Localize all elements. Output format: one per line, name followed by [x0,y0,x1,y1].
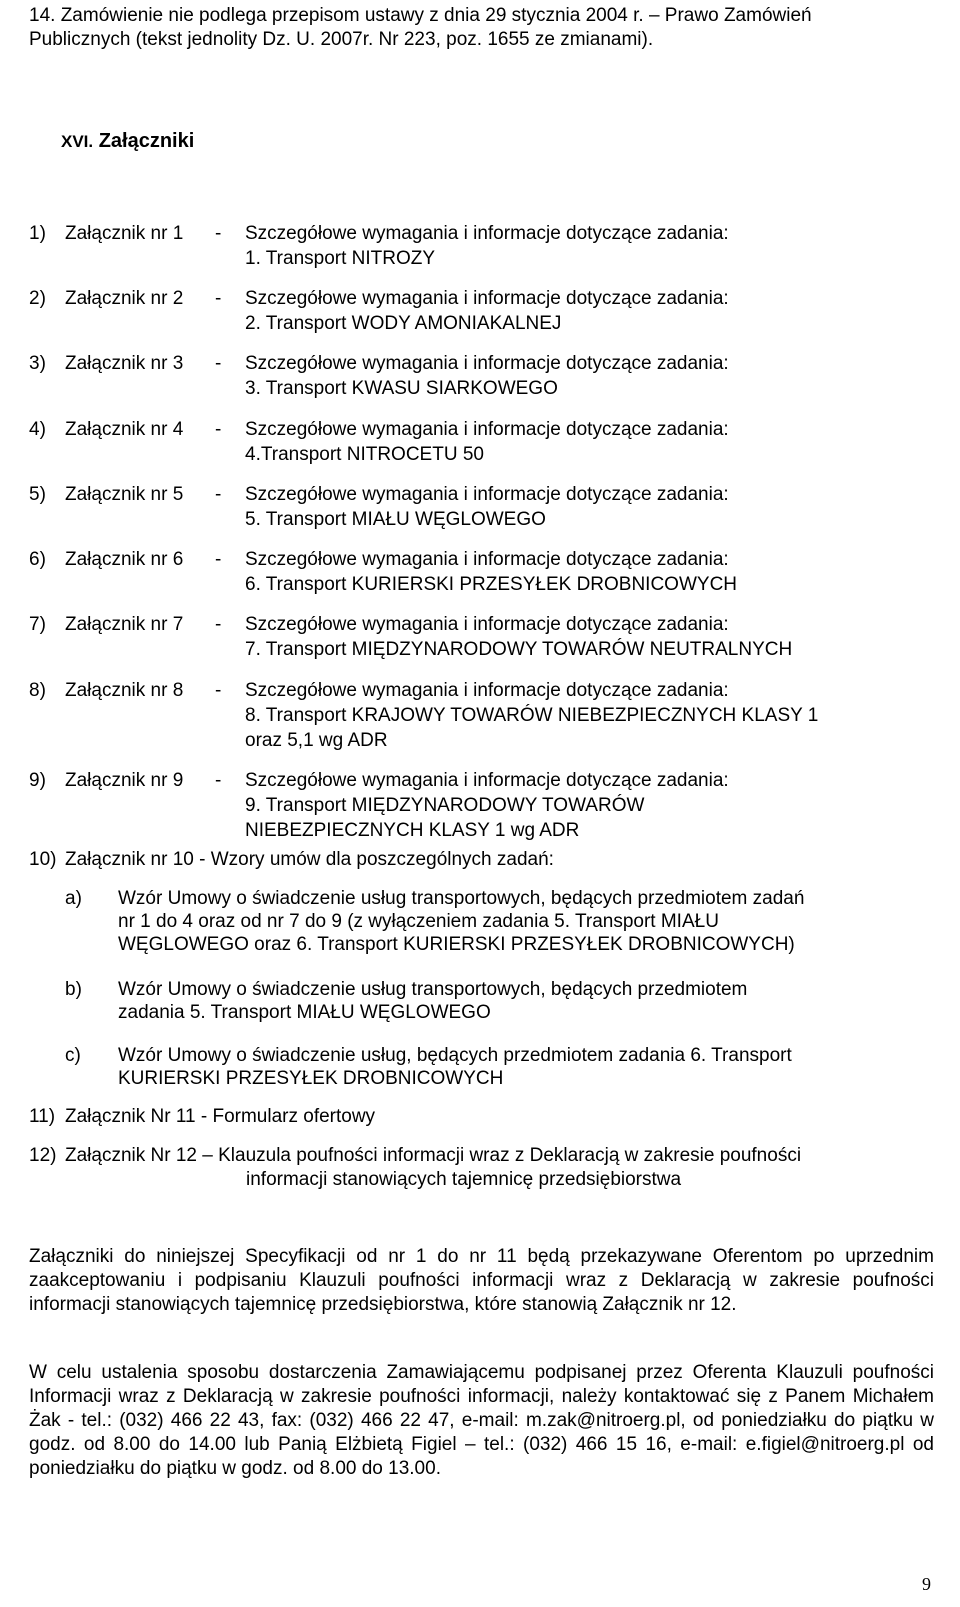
section-number: XVI. [61,132,94,151]
agreement-line: nr 1 do 4 oraz od nr 7 do 9 (z wyłączeniem zadania 5. Transport MIAŁU [118,911,719,932]
annex-8-detail-2: oraz 5,1 wg ADR [245,730,388,751]
annex-1-description: Szczegółowe wymagania i informacje dotyczące zadania: [245,223,729,244]
paragraph-annex-transfer: Załączniki do niniejszej Specyfikacji od nr 1 do nr 11 będą przekazywane Oferentom po uprzednim zaakceptowaniu i podpisaniu Klauzuli poufności informacji wraz z Deklaracją w zakresie poufności informacji stanowiących tajemnicę przedsiębiorstwa, które stanowią Załącznik nr 12. [29,1246,934,1315]
annex-12-number: 12) [29,1145,57,1166]
agreement-line: KURIERSKI PRZESYŁEK DROBNICOWYCH [118,1068,504,1089]
annex-10-number: 10) [29,849,57,870]
annex-7-label: Załącznik nr 7 [65,614,184,635]
annex-4-separator: - [215,419,222,440]
annex-3-separator: - [215,353,222,374]
annex-12-line-1: Załącznik Nr 12 – Klauzula poufności informacji wraz z Deklaracją w zakresie poufności [65,1145,802,1166]
annex-2-separator: - [215,288,222,309]
annex-5-label: Załącznik nr 5 [65,484,184,505]
annex-5-description: Szczegółowe wymagania i informacje dotyczące zadania: [245,484,729,505]
annex-5-number: 5) [29,484,46,505]
annex-6-number: 6) [29,549,46,570]
annex-8-description: Szczegółowe wymagania i informacje dotyczące zadania: [245,680,729,701]
annex-11-text: Załącznik Nr 11 - Formularz ofertowy [65,1106,376,1127]
point-14-line-2: Publicznych (tekst jednolity Dz. U. 2007r. Nr 223, poz. 1655 ze zmianami). [29,29,654,50]
annex-1-label: Załącznik nr 1 [65,223,184,244]
paragraph-contact: W celu ustalenia sposobu dostarczenia Zamawiającemu podpisanej przez Oferenta Klauzuli poufności Informacji wraz z Deklaracją w zakresie poufności informacji, należy kontaktować się z Panem Michałem Żak - tel.: (032) 466 22 43, fax: (032) 466 22 47, e-mail: m.zak@nitroerg.pl, od poniedziałku do piątku w godz. od 8.00 do 14.00 lub Panią Elżbietą Figiel – tel.: (032) 466 15 16, e-mail: e.figiel@nitroerg.pl od poniedziałku do piątku w godz. od 8.00 do 13.00. [29,1362,934,1479]
annex-4-detail: 4.Transport NITROCETU 50 [245,444,484,465]
annex-9-detail: 9. Transport MIĘDZYNARODOWY TOWARÓW [245,795,645,816]
agreement-letter: c) [65,1045,81,1066]
annex-7-separator: - [215,614,222,635]
annex-8-label: Załącznik nr 8 [65,680,184,701]
agreement-letter: b) [65,979,82,1000]
annex-7-number: 7) [29,614,46,635]
annex-4-label: Załącznik nr 4 [65,419,184,440]
annex-4-description: Szczegółowe wymagania i informacje dotyczące zadania: [245,419,729,440]
page-number: 9 [922,1574,931,1594]
annex-3-detail: 3. Transport KWASU SIARKOWEGO [245,378,558,399]
agreement-line: WĘGLOWEGO oraz 6. Transport KURIERSKI PRZESYŁEK DROBNICOWYCH) [118,934,795,955]
annex-5-separator: - [215,484,222,505]
agreement-line: zadania 5. Transport MIAŁU WĘGLOWEGO [118,1002,491,1023]
annex-6-description: Szczegółowe wymagania i informacje dotyczące zadania: [245,549,729,570]
agreement-line: Wzór Umowy o świadczenie usług transportowych, będących przedmiotem zadań [118,888,805,909]
agreement-line: Wzór Umowy o świadczenie usług transportowych, będących przedmiotem [118,979,748,1000]
annex-9-description: Szczegółowe wymagania i informacje dotyczące zadania: [245,770,729,791]
annex-4-number: 4) [29,419,46,440]
annex-8-number: 8) [29,680,46,701]
agreement-letter: a) [65,888,82,909]
annex-2-number: 2) [29,288,46,309]
annex-6-detail: 6. Transport KURIERSKI PRZESYŁEK DROBNICOWYCH [245,574,738,595]
annex-8-detail: 8. Transport KRAJOWY TOWARÓW NIEBEZPIECZNYCH KLASY 1 [245,705,819,726]
annex-7-description: Szczegółowe wymagania i informacje dotyczące zadania: [245,614,729,635]
annex-12-line-2: informacji stanowiących tajemnicę przedsiębiorstwa [246,1169,682,1190]
agreement-line: Wzór Umowy o świadczenie usług, będących przedmiotem zadania 6. Transport [118,1045,792,1066]
annex-3-description: Szczegółowe wymagania i informacje dotyczące zadania: [245,353,729,374]
annex-1-separator: - [215,223,222,244]
point-14-line-1: 14. Zamówienie nie podlega przepisom ustawy z dnia 29 stycznia 2004 r. – Prawo Zamówień [29,5,812,26]
annex-3-label: Załącznik nr 3 [65,353,184,374]
annex-1-detail: 1. Transport NITROZY [245,248,436,269]
annex-6-label: Załącznik nr 6 [65,549,184,570]
annex-9-label: Załącznik nr 9 [65,770,184,791]
annex-10-text: Załącznik nr 10 - Wzory umów dla poszczególnych zadań: [65,849,554,870]
annex-9-number: 9) [29,770,46,791]
annex-9-separator: - [215,770,222,791]
annex-8-separator: - [215,680,222,701]
annex-2-detail: 2. Transport WODY AMONIAKALNEJ [245,313,562,334]
annex-9-detail-2: NIEBEZPIECZNYCH KLASY 1 wg ADR [245,820,580,841]
annex-3-number: 3) [29,353,46,374]
annex-2-description: Szczegółowe wymagania i informacje dotyczące zadania: [245,288,729,309]
section-title: Załączniki [98,130,195,152]
annex-11-number: 11) [29,1106,56,1127]
annex-1-number: 1) [29,223,46,244]
annex-7-detail: 7. Transport MIĘDZYNARODOWY TOWARÓW NEUTRALNYCH [245,639,793,660]
annex-5-detail: 5. Transport MIAŁU WĘGLOWEGO [245,509,546,530]
section-heading [61,129,194,154]
annex-2-label: Załącznik nr 2 [65,288,184,309]
annex-6-separator: - [215,549,222,570]
